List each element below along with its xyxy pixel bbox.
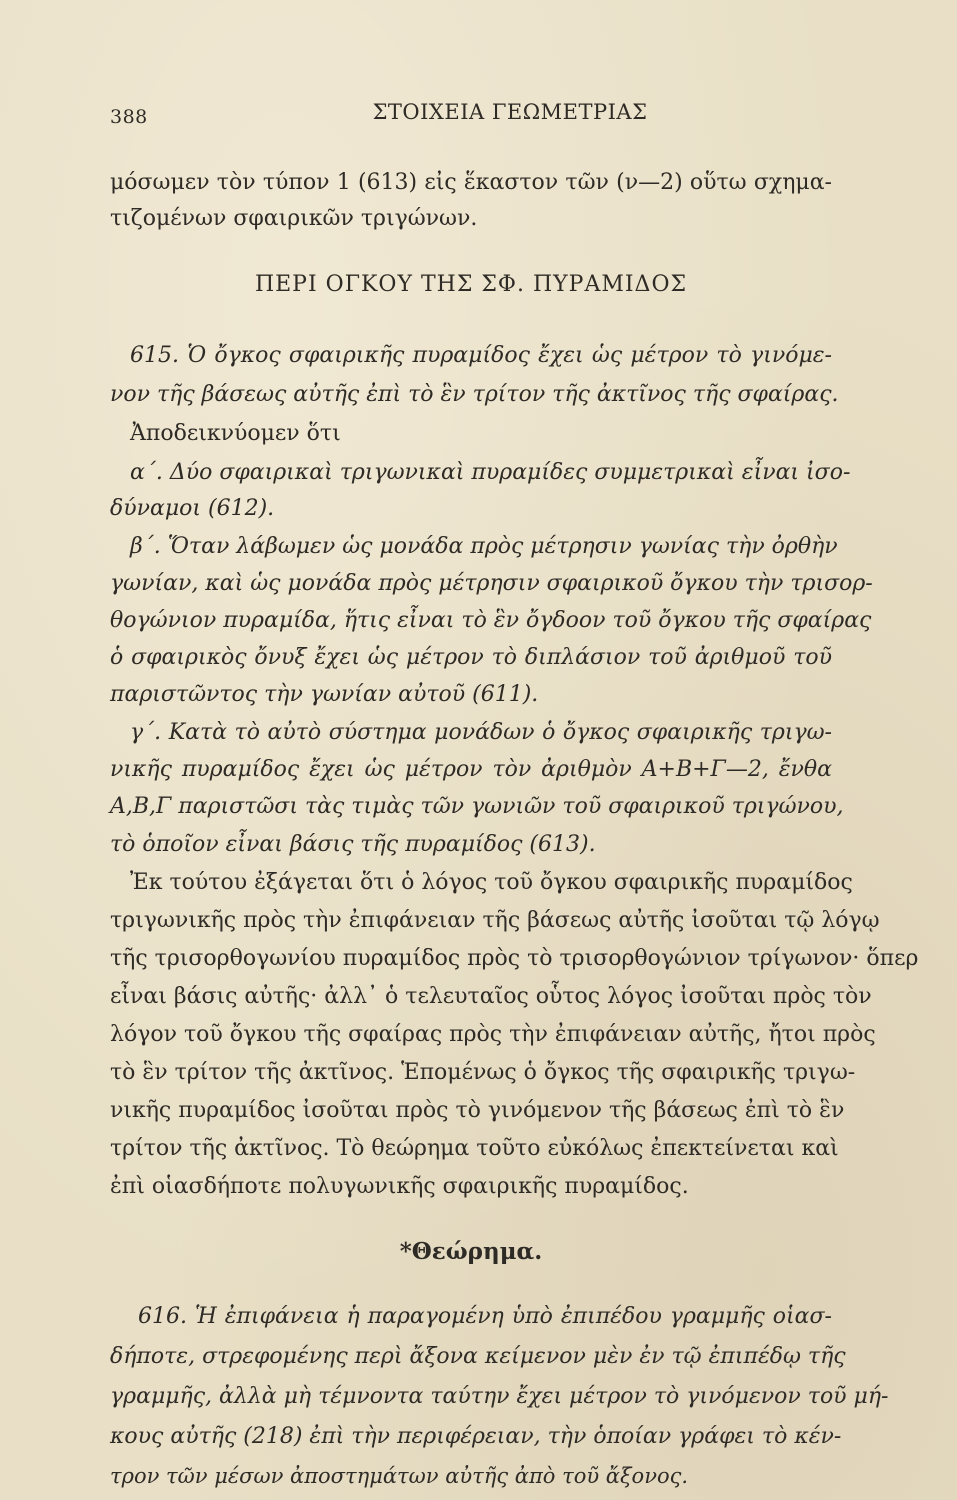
- paragraph-616-line: δήποτε, στρεφομένης περὶ ἄξονα κείμενον μὲν ἐν τῷ ἐπιπέδῳ τῆς: [110, 1344, 846, 1369]
- paragraph-615-line: Ἀποδεικνύομεν ὅτι: [130, 421, 341, 446]
- consequence-line: τὸ ἓν τρίτον τῆς ἀκτῖνος. Ἑπομένως ὁ ὄγκος τῆς σφαιρικῆς τριγω-: [110, 1060, 856, 1085]
- consequence-line: λόγον τοῦ ὄγκου τῆς σφαίρας πρὸς τὴν ἐπιφάνειαν αὐτῆς, ἤτοι πρὸς: [110, 1022, 876, 1047]
- paragraph-616-line: 616. Ἡ ἐπιφάνεια ἡ παραγομένη ὑπὸ ἐπιπέδου γραμμῆς οἱασ-: [138, 1304, 832, 1329]
- consequence-line: εἶναι βάσις αὐτῆς· ἀλλ᾽ ὁ τελευταῖος οὗτος λόγος ἰσοῦται πρὸς τὸν: [110, 984, 872, 1009]
- paragraph-616-line: κους αὐτῆς (218) ἐπὶ τὴν περιφέρειαν, τὴν ὁποίαν γράφει τὸ κέν-: [110, 1424, 842, 1449]
- paragraph-615-line: τὸ ὁποῖον εἶναι βάσις τῆς πυραμίδος (613).: [110, 832, 596, 857]
- paragraph-615-line: νικῆς πυραμίδος ἔχει ὡς μέτρον τὸν ἀριθμὸν Α+Β+Γ—2, ἔνθα: [110, 757, 832, 782]
- page-header: [110, 100, 830, 132]
- paragraph-615-line: β΄. Ὅταν λάβωμεν ὡς μονάδα πρὸς μέτρησιν γωνίας τὴν ὀρθὴν: [130, 534, 838, 559]
- paragraph-615-line: γ΄. Κατὰ τὸ αὐτὸ σύστημα μονάδων ὁ ὄγκος σφαιρικῆς τριγω-: [130, 720, 832, 745]
- running-head: ΣΤΟΙΧΕΙΑ ΓΕΩΜΕΤΡΙΑΣ: [372, 100, 648, 124]
- text-line: τιζομένων σφαιρικῶν τριγώνων.: [110, 206, 478, 231]
- paragraph-615-line: γωνίαν, καὶ ὡς μονάδα πρὸς μέτρησιν σφαιρικοῦ ὄγκου τὴν τρισορ-: [110, 571, 873, 596]
- consequence-line: νικῆς πυραμίδος ἰσοῦται πρὸς τὸ γινόμενον τῆς βάσεως ἐπὶ τὸ ἓν: [110, 1098, 845, 1123]
- consequence-line: Ἐκ τούτου ἐξάγεται ὅτι ὁ λόγος τοῦ ὄγκου σφαιρικῆς πυραμίδος: [130, 870, 853, 895]
- paragraph-615-line: 615. Ὁ ὄγκος σφαιρικῆς πυραμίδος ἔχει ὡς μέτρον τὸ γινόμε-: [130, 343, 832, 368]
- paragraph-615-line: θογώνιον πυραμίδα, ἥτις εἶναι τὸ ἓν ὄγδοον τοῦ ὄγκου τῆς σφαίρας: [110, 608, 872, 633]
- paragraph-615-line: παριστῶντος τὴν γωνίαν αὐτοῦ (611).: [110, 682, 539, 707]
- consequence-line: τῆς τρισορθογωνίου πυραμίδος πρὸς τὸ τρισορθογώνιον τρίγωνον· ὅπερ: [110, 946, 919, 971]
- paragraph-615-line: α΄. Δύο σφαιρικαὶ τριγωνικαὶ πυραμίδες συμμετρικαὶ εἶναι ἰσο-: [130, 460, 851, 485]
- section-title: ΠΕΡΙ ΟΓΚΟΥ ΤΗΣ ΣΦ. ΠΥΡΑΜΙΔΟΣ: [254, 272, 688, 297]
- paragraph-616-line: γραμμῆς, ἀλλὰ μὴ τέμνοντα ταύτην ἔχει μέτρον τὸ γινόμενον τοῦ μή-: [110, 1384, 889, 1409]
- theorem-heading: *Θεώρημα.: [399, 1238, 543, 1265]
- consequence-line: ἐπὶ οἱασδήποτε πολυγωνικῆς σφαιρικῆς πυραμίδος.: [110, 1174, 689, 1199]
- consequence-line: τριγωνικῆς πρὸς τὴν ἐπιφάνειαν τῆς βάσεως αὐτῆς ἰσοῦται τῷ λόγῳ: [110, 908, 880, 933]
- paragraph-615-line: δύναμοι (612).: [110, 496, 275, 521]
- paragraph-616-line: τρον τῶν μέσων ἀποστημάτων αὐτῆς ἀπὸ τοῦ ἄξονος.: [110, 1464, 689, 1488]
- paragraph-615-line: ὁ σφαιρικὸς ὄνυξ ἔχει ὡς μέτρον τὸ διπλάσιον τοῦ ἀριθμοῦ τοῦ: [110, 645, 832, 670]
- paragraph-615-line: Α,Β,Γ παριστῶσι τὰς τιμὰς τῶν γωνιῶν τοῦ σφαιρικοῦ τριγώνου,: [110, 794, 844, 819]
- consequence-line: τρίτον τῆς ἀκτῖνος. Τὸ θεώρημα τοῦτο εὐκόλως ἐπεκτείνεται καὶ: [110, 1136, 839, 1161]
- page-number: 388: [110, 106, 148, 128]
- paragraph-615-line: νον τῆς βάσεως αὐτῆς ἐπὶ τὸ ἓν τρίτον τῆς ἀκτῖνος τῆς σφαίρας.: [110, 382, 839, 407]
- text-line: μόσωμεν τὸν τύπον 1 (613) εἰς ἕκαστον τῶν (ν—2) οὕτω σχημα-: [110, 170, 832, 195]
